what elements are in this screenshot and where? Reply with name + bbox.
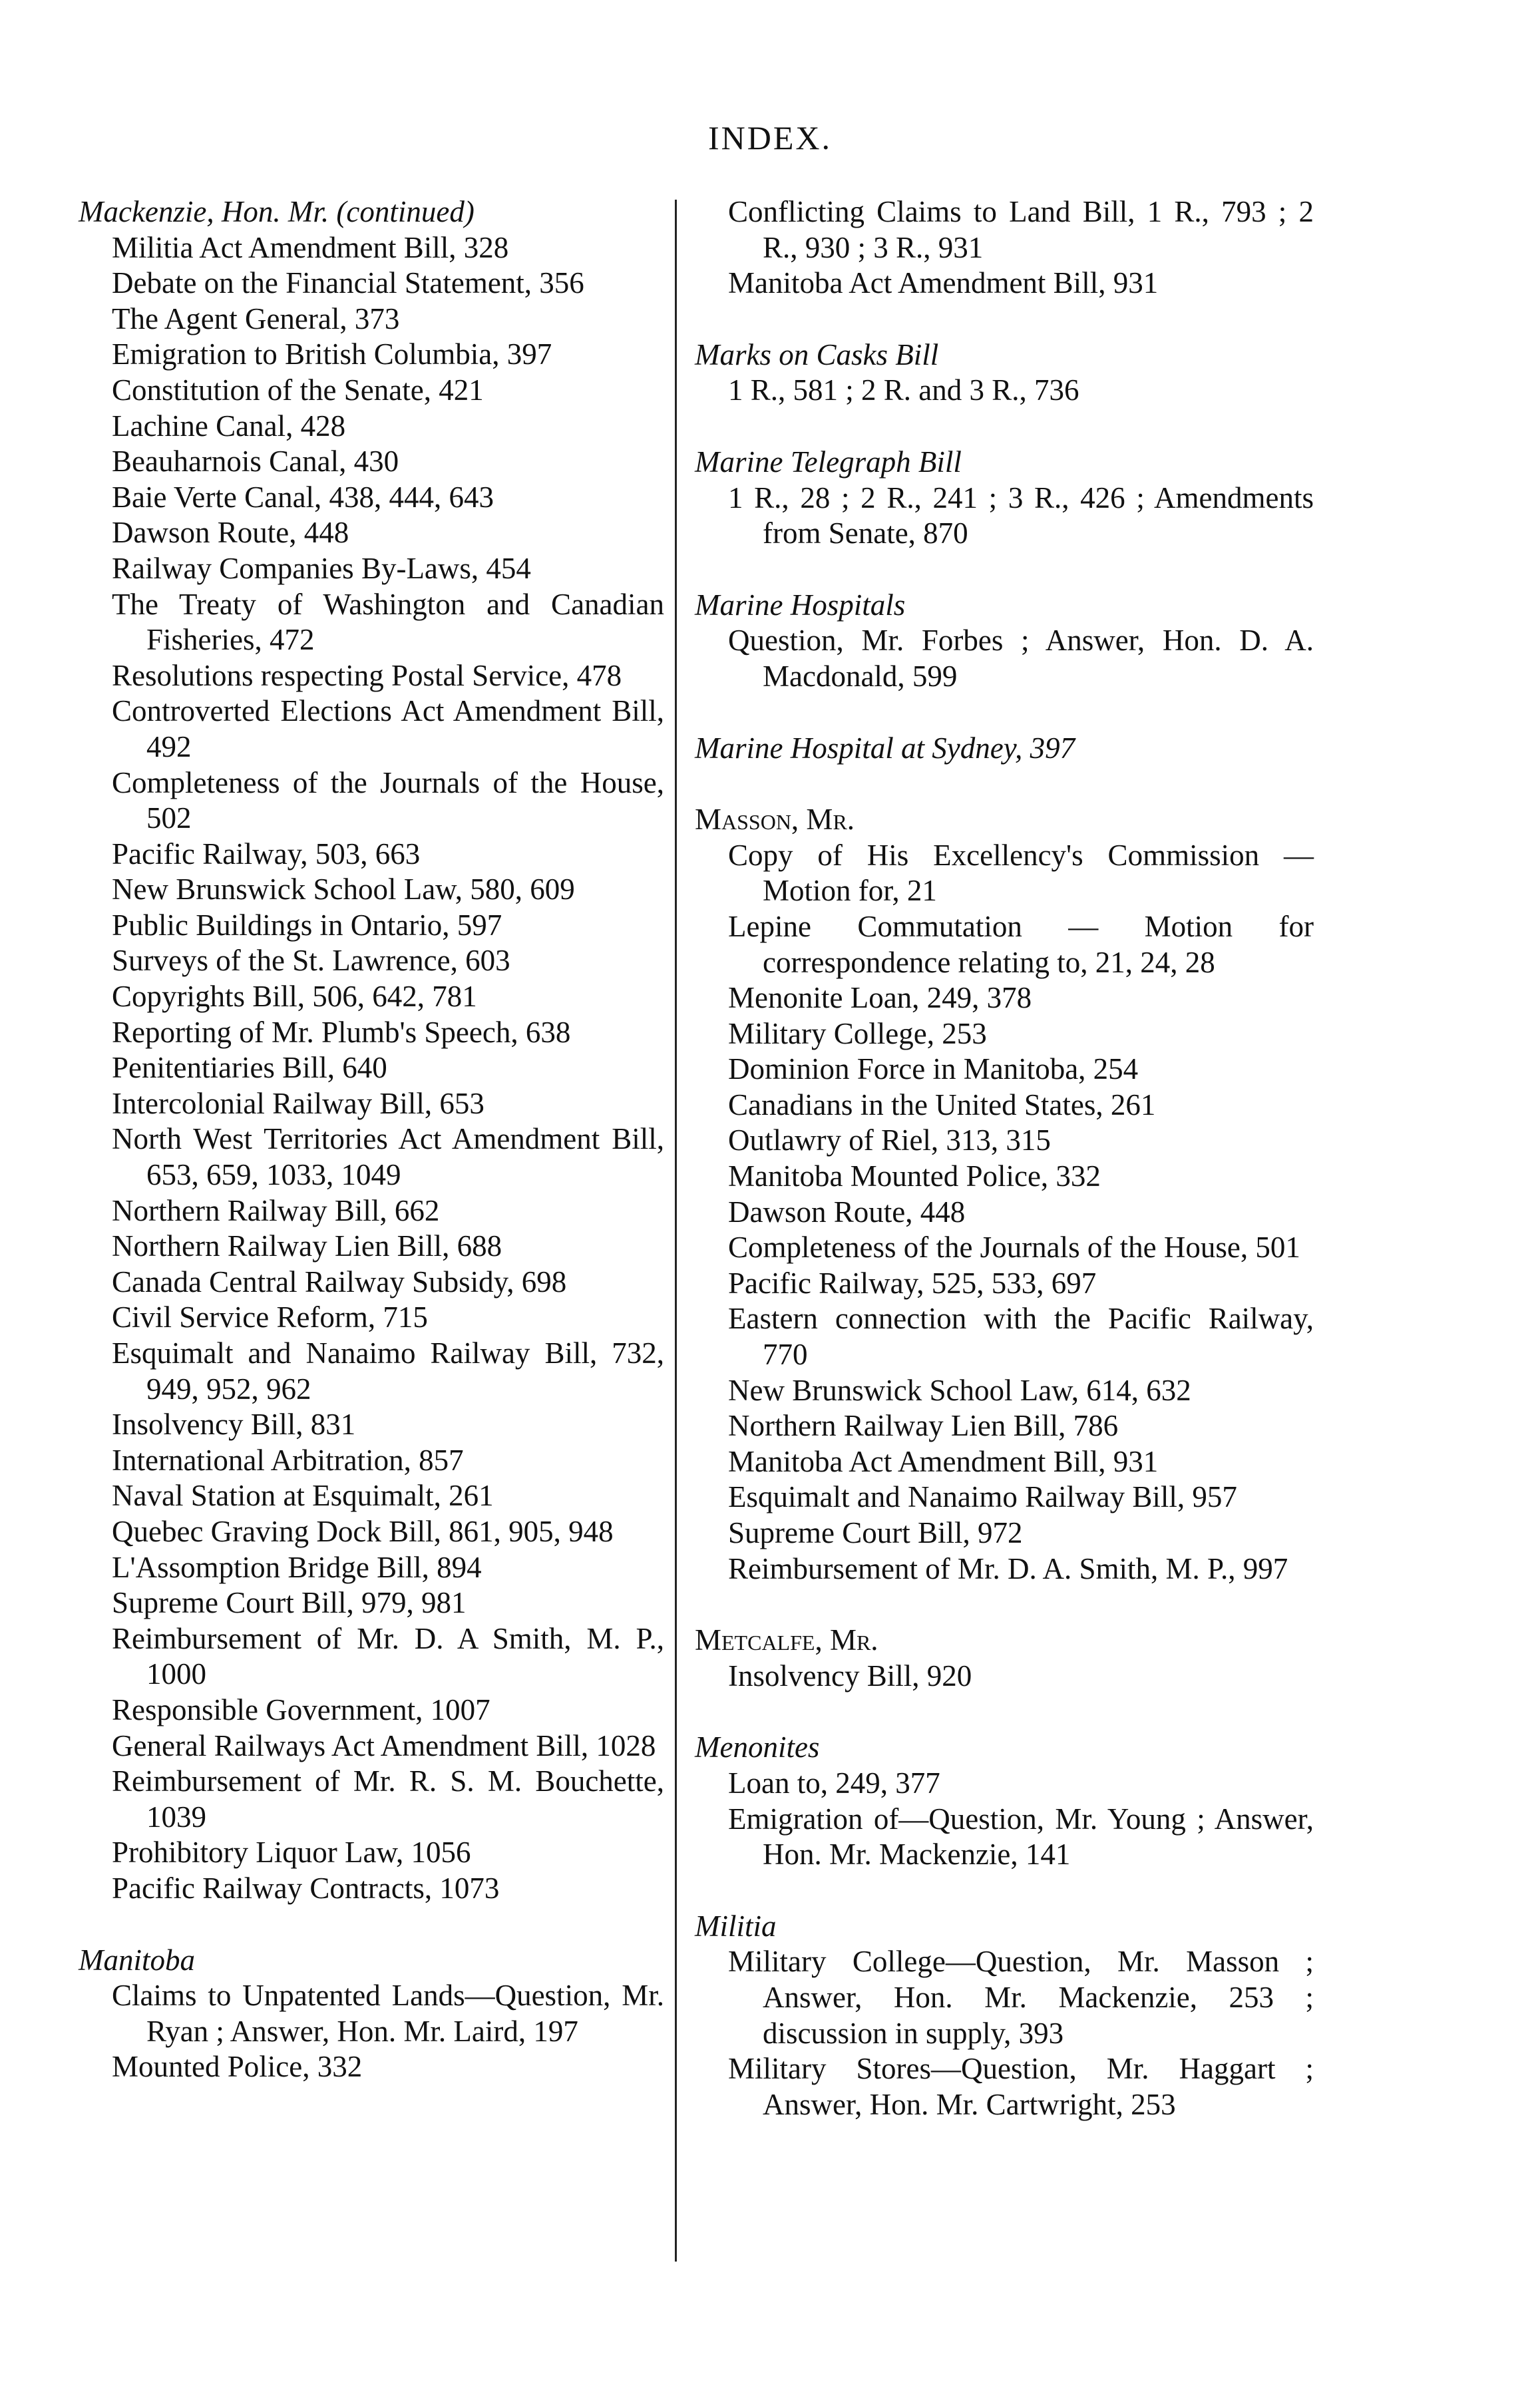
column-divider: [675, 200, 677, 2262]
index-entry: Prohibitory Liquor Law, 1056: [112, 1836, 471, 1870]
index-entry: Reimbursement of Mr. R. S. M. Bouchette, 1039: [112, 1764, 664, 1834]
index-entry: Question, Mr. Forbes ; Answer, Hon. D. A. Macdonald, 599: [728, 624, 1314, 693]
index-entry: Canada Central Railway Subsidy, 698: [112, 1265, 567, 1299]
index-heading: Marine Hospitals: [695, 588, 906, 622]
index-heading: Metcalfe, Mr.: [695, 1623, 878, 1657]
index-entry: Emigration to British Columbia, 397: [112, 337, 552, 371]
index-entry: Manitoba Act Amendment Bill, 931: [728, 1444, 1159, 1478]
index-entry: Dominion Force in Manitoba, 254: [728, 1052, 1139, 1086]
index-entry: North West Territories Act Amendment Bill, 653, 659, 1033, 1049: [112, 1122, 664, 1192]
index-entry: Emigration of—Question, Mr. Young ; Answer, Hon. Mr. Mackenzie, 141: [728, 1802, 1314, 1872]
index-entry: New Brunswick School Law, 580, 609: [112, 873, 575, 906]
index-entry: The Agent General, 373: [112, 301, 400, 335]
index-entry: 1 R., 581 ; 2 R. and 3 R., 736: [728, 373, 1079, 407]
index-entry: Manitoba Act Amendment Bill, 931: [728, 266, 1159, 300]
index-entry: L'Assomption Bridge Bill, 894: [112, 1550, 482, 1584]
index-entry: Completeness of the Journals of the House, 501: [728, 1231, 1300, 1265]
index-entry: Insolvency Bill, 920: [728, 1659, 972, 1693]
index-entry: Canadians in the United States, 261: [728, 1088, 1156, 1121]
index-entry: Reimbursement of Mr. D. A Smith, M. P., 1000: [112, 1621, 664, 1691]
index-entry: Menonite Loan, 249, 378: [728, 981, 1032, 1015]
index-entry: Controverted Elections Act Amendment Bill, 492: [112, 694, 664, 763]
index-entry: Pacific Railway, 525, 533, 697: [728, 1266, 1097, 1300]
index-entry: General Railways Act Amendment Bill, 1028: [112, 1728, 656, 1762]
index-entry: Military College—Question, Mr. Masson ; Answer, Hon. Mr. Mackenzie, 253 ; discussion in supply, 393: [728, 1945, 1314, 2050]
index-entry: Naval Station at Esquimalt, 261: [112, 1479, 494, 1513]
index-entry: Pacific Railway, 503, 663: [112, 837, 421, 871]
index-entry: Esquimalt and Nanaimo Railway Bill, 957: [728, 1480, 1237, 1514]
index-entry: Pacific Railway Contracts, 1073: [112, 1871, 500, 1905]
index-entry: Lepine Commutation — Motion for correspondence relating to, 21, 24, 28: [728, 909, 1314, 979]
index-entry: Reimbursement of Mr. D. A. Smith, M. P., 997: [728, 1551, 1288, 1585]
index-entry: Quebec Graving Dock Bill, 861, 905, 948: [112, 1514, 614, 1548]
index-heading: Militia: [695, 1909, 777, 1943]
index-entry: Resolutions respecting Postal Service, 478: [112, 658, 622, 692]
index-heading: Mackenzie, Hon. Mr. (continued): [79, 195, 475, 228]
index-heading: Manitoba: [79, 1943, 195, 1977]
index-entry: Supreme Court Bill, 972: [728, 1516, 1023, 1549]
index-entry: Mounted Police, 332: [112, 2050, 363, 2084]
index-entry: Military College, 253: [728, 1016, 987, 1050]
index-entry: Dawson Route, 448: [112, 516, 349, 550]
index-entry: Northern Railway Lien Bill, 786: [728, 1409, 1119, 1443]
index-heading: Masson, Mr.: [695, 803, 855, 837]
index-heading: Menonites: [695, 1730, 820, 1764]
index-entry: Northern Railway Lien Bill, 688: [112, 1229, 502, 1263]
index-entry: The Treaty of Washington and Canadian Fisheries, 472: [112, 587, 664, 657]
index-entry: Copyrights Bill, 506, 642, 781: [112, 980, 477, 1014]
index-heading: Marine Hospital at Sydney, 397: [695, 731, 1075, 765]
index-entry: Copy of His Excellency's Commission —Motion for, 21: [728, 838, 1314, 908]
index-entry: Dawson Route, 448: [728, 1195, 966, 1229]
index-entry: Northern Railway Bill, 662: [112, 1193, 440, 1227]
index-column-left: [79, 194, 664, 2085]
index-entry: Penitentiaries Bill, 640: [112, 1051, 387, 1085]
index-entry: Civil Service Reform, 715: [112, 1300, 428, 1334]
index-entry: Claims to Unpatented Lands—Question, Mr. Ryan ; Answer, Hon. Mr. Laird, 197: [112, 1979, 664, 2048]
index-entry: Beauharnois Canal, 430: [112, 445, 399, 479]
index-column-right: [695, 194, 1314, 2122]
page-title: INDEX.: [707, 119, 833, 156]
index-entry: Manitoba Mounted Police, 332: [728, 1159, 1101, 1193]
index-entry: Intercolonial Railway Bill, 653: [112, 1086, 484, 1120]
index-entry: Baie Verte Canal, 438, 444, 643: [112, 480, 494, 514]
index-entry: Conflicting Claims to Land Bill, 1 R., 793 ; 2 R., 930 ; 3 R., 931: [728, 195, 1314, 264]
index-entry: 1 R., 28 ; 2 R., 241 ; 3 R., 426 ; Amendments from Senate, 870: [728, 481, 1314, 550]
index-entry: Lachine Canal, 428: [112, 409, 346, 443]
index-entry: Esquimalt and Nanaimo Railway Bill, 732, 949, 952, 962: [112, 1336, 664, 1406]
index-entry: Military Stores—Question, Mr. Haggart ; Answer, Hon. Mr. Cartwright, 253: [728, 2052, 1314, 2121]
index-entry: Responsible Government, 1007: [112, 1693, 490, 1726]
index-entry: Completeness of the Journals of the House, 502: [112, 765, 664, 835]
index-entry: Public Buildings in Ontario, 597: [112, 908, 502, 942]
index-entry: Militia Act Amendment Bill, 328: [112, 230, 509, 264]
index-entry: Insolvency Bill, 831: [112, 1408, 356, 1442]
index-entry: New Brunswick School Law, 614, 632: [728, 1373, 1191, 1407]
index-entry: International Arbitration, 857: [112, 1443, 464, 1477]
index-entry: Railway Companies By-Laws, 454: [112, 551, 531, 585]
index-entry: Constitution of the Senate, 421: [112, 373, 484, 407]
index-entry: Eastern connection with the Pacific Railway, 770: [728, 1302, 1314, 1372]
index-entry: Loan to, 249, 377: [728, 1766, 940, 1800]
index-entry: Supreme Court Bill, 979, 981: [112, 1586, 467, 1620]
index-entry: Outlawry of Riel, 313, 315: [728, 1123, 1051, 1157]
index-entry: Surveys of the St. Lawrence, 603: [112, 944, 510, 978]
index-entry: Debate on the Financial Statement, 356: [112, 266, 584, 300]
index-entry: Reporting of Mr. Plumb's Speech, 638: [112, 1015, 571, 1049]
index-heading: Marks on Casks Bill: [695, 337, 939, 371]
index-heading: Marine Telegraph Bill: [695, 445, 962, 479]
